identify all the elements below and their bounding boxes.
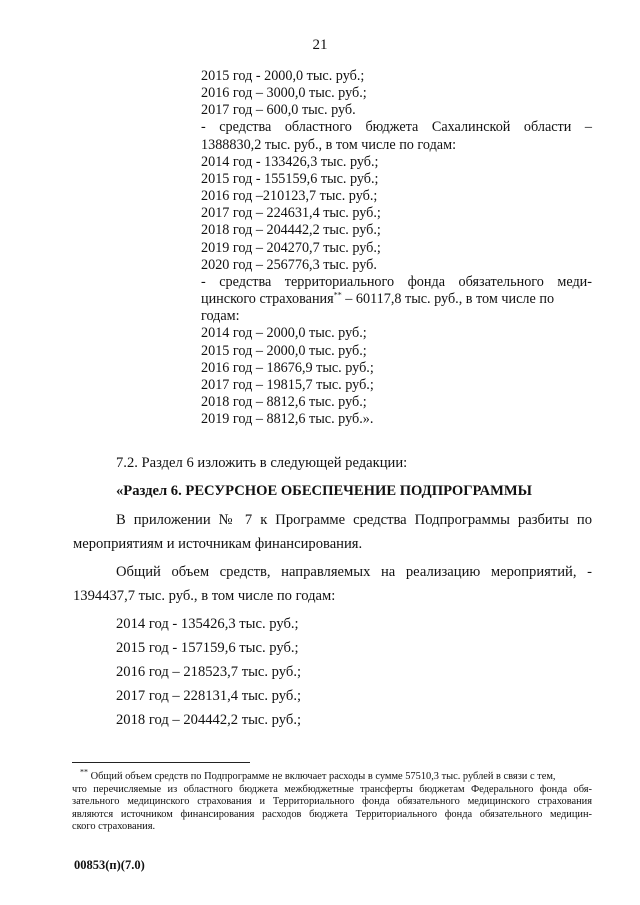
year-amount: 2018 год – 204442,2 тыс. руб.; [116,712,302,728]
section-heading: «Раздел 6. РЕСУРСНОЕ ОБЕСПЕЧЕНИЕ ПОДПРОГРАММЫ [116,483,533,499]
list-item: 2020 год – 256776,3 тыс. руб. [201,256,377,273]
list-item [201,291,592,308]
list-item: 2018 год – 8812,6 тыс. руб.; [201,393,367,410]
footnote-line: являются источником финансирования расходов бюджета Территориального фонда обязательного медицин- [72,808,592,820]
footnote [72,767,592,834]
footnote-line: ского страхования. [72,821,156,833]
list-item-text: цинского страхования [201,291,334,308]
year-amount: 2016 год – 218523,7 тыс. руб.; [116,664,302,680]
list-item: 2018 год – 204442,2 тыс. руб.; [201,222,381,239]
list-item: 2016 год – 3000,0 тыс. руб.; [201,85,367,102]
list-item: - средства территориального фонда обязательного меди- [201,273,592,290]
list-item: 2014 год – 2000,0 тыс. руб.; [201,325,367,342]
year-amount: 2017 год – 228131,4 тыс. руб.; [116,688,302,704]
footnote-line: зательного медицинского страхования и Территориального фонда обязательного медицинского страхования [72,796,592,808]
footnote-marker: ** [80,767,88,777]
list-item: 2017 год – 600,0 тыс. руб. [201,102,356,119]
list-item: 2016 год –210123,7 тыс. руб.; [201,188,378,205]
document-code: 00853(п)(7.0) [74,858,145,872]
year-amount: 2015 год - 157159,6 тыс. руб.; [116,640,299,656]
page-number: 21 [312,37,328,53]
list-item-text: – 60117,8 тыс. руб., в том числе по [341,291,555,308]
list-item: 2019 год – 204270,7 тыс. руб.; [201,239,381,256]
footnote-line: что перечисляемые из областного бюджета межбюджетные трансферты бюджетам Федерального фонда обя- [72,783,592,795]
year-amount: 2014 год - 135426,3 тыс. руб.; [116,616,299,632]
list-item: 1388830,2 тыс. руб., в том числе по годам: [201,136,457,153]
list-item: - средства областного бюджета Сахалинской области – [201,119,592,136]
footnote-text: Общий объем средств по Подпрограмме не включает расходы в сумме 57510,3 тыс. рублей в связи с тем, [88,771,556,782]
list-item: 2015 год - 155159,6 тыс. руб.; [201,170,379,187]
list-item: 2017 год – 19815,7 тыс. руб.; [201,376,374,393]
list-item: годам: [201,308,240,325]
paragraph-line: мероприятиям и источникам финансирования. [73,536,363,552]
list-item: 2016 год – 18676,9 тыс. руб.; [201,359,374,376]
list-item: 2015 год - 2000,0 тыс. руб.; [201,68,365,84]
section-instruction: 7.2. Раздел 6 изложить в следующей редакции: [116,455,408,471]
paragraph-line: 1394437,7 тыс. руб., в том числе по годам: [73,588,336,604]
funding-breakdown-block [201,68,592,428]
paragraph-line: В приложении № 7 к Программе средства Подпрограммы разбиты по [116,512,592,528]
footnote-divider [72,762,250,763]
list-item: 2014 год - 133426,3 тыс. руб.; [201,153,379,170]
list-item: 2015 год – 2000,0 тыс. руб.; [201,342,367,359]
footnote-marker: ** [333,290,342,300]
footnote-line [80,767,592,784]
list-item: 2017 год – 224631,4 тыс. руб.; [201,205,381,222]
paragraph-line: Общий объем средств, направляемых на реализацию мероприятий, - [116,564,592,580]
list-item: 2019 год – 8812,6 тыс. руб.». [201,411,374,428]
